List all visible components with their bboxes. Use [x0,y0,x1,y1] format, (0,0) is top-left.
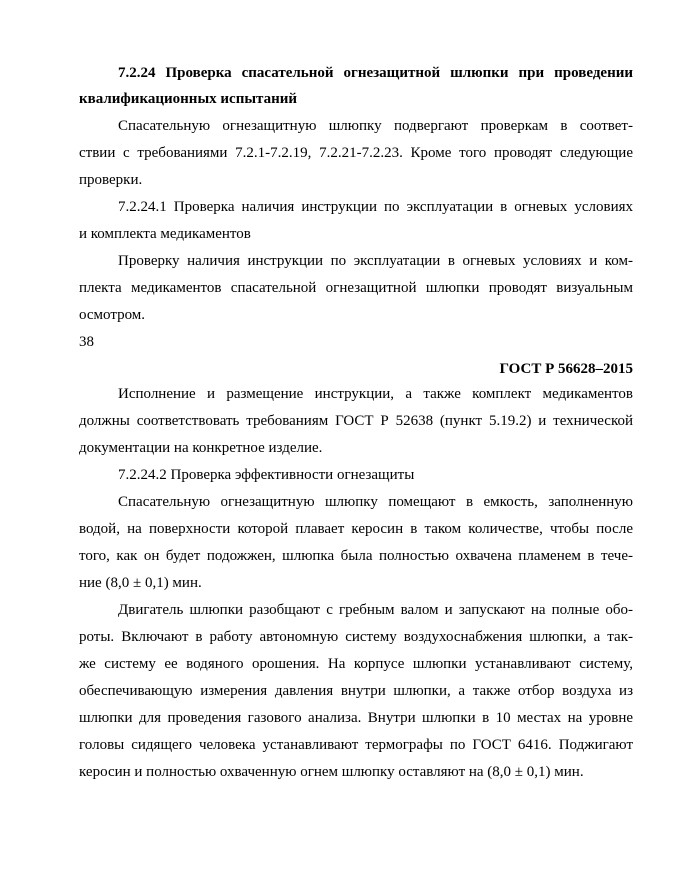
section-heading-line-2: квалификационных испытаний [79,91,298,107]
paragraph-4-line-3: того, как он будет подожжен, шлюпка была полностью охвачена пламенем в тече- [79,548,633,564]
paragraph-3-line-2: должны соответствовать требованиям ГОСТ Р 52638 (пункт 5.19.2) и технической [79,413,633,429]
paragraph-4-line-1: Спасательную огнезащитную шлюпку помещают в емкость, заполненную [118,494,633,510]
paragraph-5-line-4: обеспечивающую измерения давления внутри шлюпки, а также отбор воздуха из [79,683,633,699]
paragraph-5-line-3: же систему ее водяного орошения. На корпусе шлюпки устанавливают систему, [79,656,633,672]
paragraph-3-line-1: Исполнение и размещение инструкции, а также комплект медикаментов [118,386,633,402]
standard-header: ГОСТ Р 56628–2015 [499,361,633,377]
section-heading-line-1: 7.2.24 Проверка спасательной огнезащитной шлюпки при проведении [118,65,633,81]
paragraph-1-line-1: Спасательную огнезащитную шлюпку подвергают проверкам в соответ- [118,118,633,134]
paragraph-4-line-4: ние (8,0 ± 0,1) мин. [79,575,202,591]
paragraph-5-line-2: роты. Включают в работу автономную систему воздухоснабжения шлюпки, а так- [79,629,633,645]
page-number: 38 [79,334,94,350]
subsection-1-line-1: 7.2.24.1 Проверка наличия инструкции по эксплуатации в огневых условиях [118,199,633,215]
paragraph-2-line-3: осмотром. [79,307,146,323]
subsection-2-line-1: 7.2.24.2 Проверка эффективности огнезащиты [118,467,415,483]
subsection-1-line-2: и комплекта медикаментов [79,226,251,242]
paragraph-3-line-3: документации на конкретное изделие. [79,440,323,456]
paragraph-1-line-3: проверки. [79,172,143,188]
paragraph-2-line-1: Проверку наличия инструкции по эксплуатации в огневых условиях и ком- [118,253,633,269]
paragraph-5-line-7: керосин и полностью охваченную огнем шлюпку оставляют на (8,0 ± 0,1) мин. [79,764,584,780]
paragraph-4-line-2: водой, на поверхности которой плавает керосин в таком количестве, чтобы после [79,521,633,537]
paragraph-5-line-6: головы сидящего человека устанавливают термографы по ГОСТ 6416. Поджигают [79,737,633,753]
paragraph-2-line-2: плекта медикаментов спасательной огнезащитной шлюпки проводят визуальным [79,280,633,296]
paragraph-5-line-1: Двигатель шлюпки разобщают с гребным валом и запускают на полные обо- [118,602,633,618]
paragraph-1-line-2: ствии с требованиями 7.2.1-7.2.19, 7.2.21-7.2.23. Кроме того проводят следующие [79,145,633,161]
paragraph-5-line-5: шлюпки для проведения газового анализа. Внутри шлюпки в 10 местах на уровне [79,710,633,726]
